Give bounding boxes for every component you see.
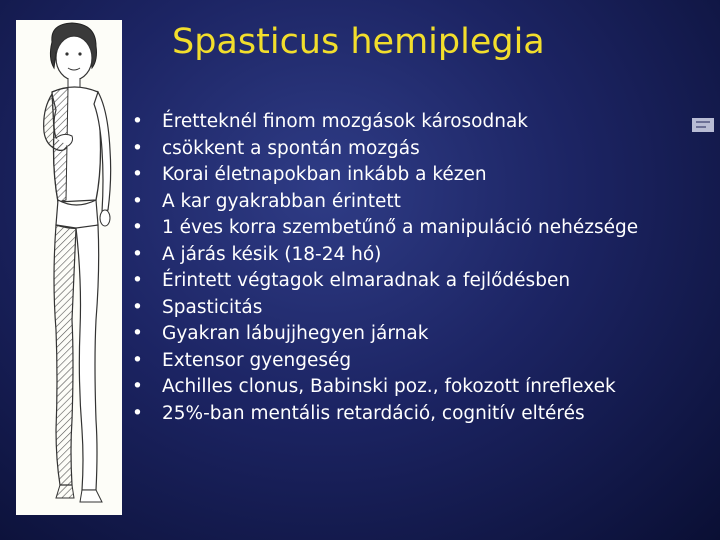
- list-item-text: A járás késik (18-24 hó): [162, 243, 382, 265]
- list-item: [126, 269, 706, 292]
- slide-title: Spasticus hemiplegia: [172, 22, 545, 62]
- bullet-icon: •: [132, 323, 143, 344]
- list-item: [126, 190, 706, 213]
- list-item-text: Gyakran lábujjhegyen járnak: [162, 323, 429, 344]
- list-item-text: csökkent a spontán mozgás: [162, 137, 420, 159]
- list-item: [126, 375, 706, 398]
- list-item: [126, 349, 706, 372]
- list-item: [126, 296, 706, 319]
- bullet-icon: •: [132, 217, 143, 238]
- list-item-text: Achilles clonus, Babinski poz., fokozott ínreflexek: [162, 376, 616, 397]
- list-item: [126, 243, 706, 266]
- bullet-icon: •: [132, 164, 143, 185]
- bullet-icon: •: [132, 376, 143, 397]
- list-item: [126, 322, 706, 345]
- child-illustration: [16, 20, 122, 515]
- bullet-icon: •: [132, 349, 143, 371]
- list-item-text: A kar gyakrabban érintett: [162, 190, 401, 212]
- bullet-icon: •: [132, 137, 143, 159]
- list-item-text: Korai életnapokban inkább a kézen: [162, 164, 487, 185]
- bullet-icon: •: [132, 402, 143, 424]
- corner-decoration-icon: [692, 116, 714, 134]
- bullet-icon: •: [132, 296, 143, 318]
- list-item-text: 25%-ban mentális retardáció, cognitív eltérés: [162, 402, 585, 424]
- list-item: [126, 402, 706, 425]
- bullet-icon: •: [132, 243, 143, 265]
- bullet-icon: •: [132, 111, 143, 132]
- bullet-icon: •: [132, 270, 143, 291]
- bullet-list: [126, 110, 706, 428]
- list-item-text: Extensor gyengeség: [162, 349, 352, 371]
- list-item: [126, 110, 706, 133]
- list-item-text: Éretteknél finom mozgások károsodnak: [162, 111, 528, 132]
- list-item-text: Spasticitás: [162, 296, 263, 318]
- list-item: [126, 216, 706, 239]
- list-item: [126, 137, 706, 160]
- bullet-icon: •: [132, 190, 143, 212]
- list-item: [126, 163, 706, 186]
- list-item-text: Érintett végtagok elmaradnak a fejlődésben: [162, 270, 571, 291]
- list-item-text: 1 éves korra szembetűnő a manipuláció nehézsége: [162, 217, 639, 238]
